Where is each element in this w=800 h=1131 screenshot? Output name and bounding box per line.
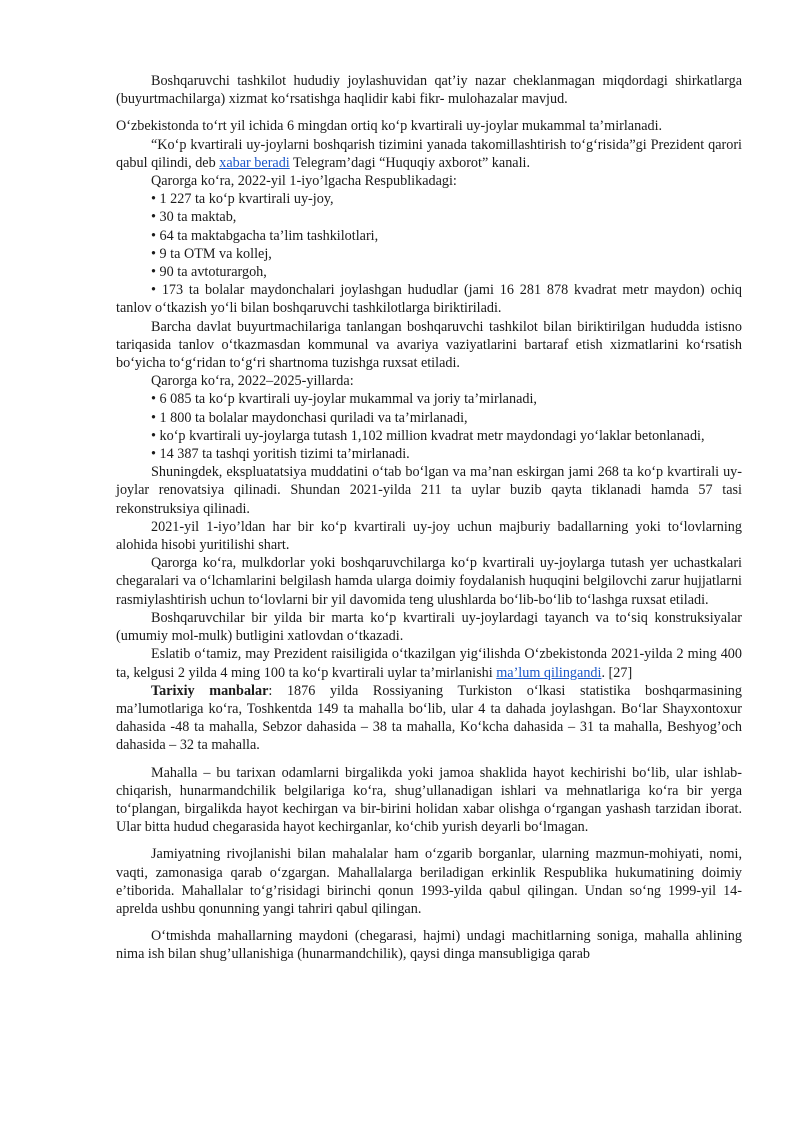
paragraph: Boshqaruvchilar bir yilda bir marta ko‘p kvartirali uy-joylardagi tayanch va to‘siq konstruksiyalar (umumiy mol-mulk) butligini xatlovdan o‘tkazadi.	[116, 609, 742, 645]
paragraph-text: . [27]	[601, 664, 633, 681]
paragraph: Boshqaruvchi tashkilot hududiy joylashuvidan qat’iy nazar cheklanmagan miqdordagi shirkatlarga (buyurtmachilarga) xizmat ko‘rsatishga haqlidir kabi fikr- mulohazalar mavjud.	[116, 73, 742, 108]
paragraph: Shuningdek, ekspluatatsiya muddatini o‘tab bo‘lgan va ma’nan eskirgan jami 268 ta ko‘p kvartirali uy-joylar renovatsiya qilinadi. Shundan 2021-yilda 211 ta uylar buzib qayta tiklanadi hamda 57 tasi rekonstruksiya qilinadi.	[116, 464, 742, 517]
source-link[interactable]: ma’lum qilingandi	[496, 664, 602, 681]
list-item: • 1 800 ta bolalar maydonchasi quriladi va ta’mirlanadi,	[116, 409, 742, 427]
list-item: • 30 ta maktab,	[116, 208, 742, 226]
list-item: • 9 ta OTM va kollej,	[116, 245, 742, 263]
paragraph	[116, 136, 742, 172]
paragraph: Qarorga ko‘ra, 2022–2025-yillarda:	[151, 373, 354, 390]
paragraph-text: Telegram’dagi “Huquqiy axborot” kanali.	[289, 154, 531, 171]
paragraph	[116, 645, 742, 681]
paragraph: Jamiyatning rivojlanishi bilan mahalalar ham o‘zgarib borganlar, ularning mazmun-mohiyati, nomi, vaqti, zamonasiga qarab o‘zgargan. Mahallalarga beriladigan erkinlik Respublika hukumatining doimiy e’tiborida. Mahallalar to‘g’risidagi birinchi qonun 1993-yilda qabul qilingan. Undan so‘ng 1999-yil 14- aprelda ushbu qonunning yangi tahriri qabul qilingan.	[116, 846, 742, 917]
paragraph	[116, 682, 742, 755]
list-item: • 173 ta bolalar maydonchalari joylashgan hududlar (jami 16 281 878 kvadrat metr maydon) ochiq tanlov o‘tkazish yo‘li bilan boshqaruvchi tashkilotlarga biriktiriladi.	[116, 281, 742, 317]
list-item: • ko‘p kvartirali uy-joylarga tutash 1,102 million kvadrat metr maydondagi yo‘laklar betonlanadi,	[116, 427, 742, 445]
paragraph: O‘tmishda mahallarning maydoni (chegarasi, hajmi) undagi machitlarning soniga, mahalla ahlining nima ish bilan shug’ullanishiga (hunarmandchilik), qaysi dinga mansubligiga qarab	[116, 928, 742, 963]
paragraph: Qarorga ko‘ra, 2022-yil 1-iyo’lgacha Respublikadagi:	[151, 173, 457, 190]
paragraph: O‘zbekistonda to‘rt yil ichida 6 mingdan ortiq ko‘p kvartirali uy-joylar mukammal ta’mirlanadi.	[116, 118, 663, 135]
list-item: • 14 387 ta tashqi yoritish tizimi ta’mirlanadi.	[116, 445, 742, 463]
paragraph-text: “Ko‘p kvartirali uy-joylarni boshqarish tizimini yanada takomillashtirish to‘g‘risida”gi Prezident qarori qabul qilindi, deb	[116, 136, 742, 171]
source-link[interactable]: xabar beradi	[219, 154, 290, 171]
paragraph: Mahalla – bu tarixan odamlarni birgalikda yoki jamoa shaklida hayot kechirishi bo‘lib, ular ishlab-chiqarish, hunarmandchilik belgilariga ko‘ra, shug’ullanadigan ishlari va mehnatlariga ko‘ra bir yerga to‘plangan, birgalikda hayot kechirgan va bir-birini holidan xabar olishga o‘rgangan yashash tarzidan iborat. Ular bitta hudud chegarasida hayot kechirganlar, ko‘chib yurish deyarli bo‘lmagan.	[116, 764, 742, 836]
paragraph: Qarorga ko‘ra, mulkdorlar yoki boshqaruvchilarga ko‘p kvartirali uy-joylarga tutash yer uchastkalari chegaralari va o‘lchamlarini belgilash hamda ularga doimiy foydalanish huquqini belgilovchi zarur hujjatlarni rasmiylashtirish uchun to‘lovlarni bir yil davomida teng ulushlarda bo‘lib-bo‘lib to‘lashga ruxsat etiladi.	[116, 555, 742, 608]
list-item: • 90 ta avtoturargoh,	[116, 263, 742, 281]
section-heading: Tarixiy manbalar	[151, 682, 269, 699]
list-item: • 64 ta maktabgacha ta’lim tashkilotlari,	[116, 227, 742, 245]
list-item: • 1 227 ta ko‘p kvartirali uy-joy,	[116, 190, 742, 208]
paragraph: 2021-yil 1-iyo’ldan har bir ko‘p kvartirali uy-joy uchun majburiy badallarning yoki to‘lovlarning alohida hisobi yuritilishi shart.	[116, 518, 742, 554]
list-item: • 6 085 ta ko‘p kvartirali uy-joylar mukammal va joriy ta’mirlanadi,	[116, 390, 742, 408]
paragraph-text: : 1876 yilda Rossiyaning Turkiston o‘lkasi statistika boshqarmasining ma’lumotlariga ko‘ra, Toshkentda 149 ta mahalla bo‘lib, ular 4 ta dahada joylashgan. Bo‘lar Shayxontoxur dahasida -48 ta mahalla, Sebzor dahasida – 38 ta mahalla, Ko‘kcha dahasida – 31 ta mahalla, Beshyog’och dahasida – 32 ta mahalla.	[116, 682, 742, 754]
paragraph-text: Eslatib o‘tamiz, may Prezident raisiligida o‘tkazilgan yig‘ilishda O‘zbekistonda 2021-yilda 2 ming 400 ta, kelgusi 2 yilda 4 ming 100 ta ko‘p kvartirali uylar ta’mirlanishi	[116, 646, 742, 681]
paragraph: Barcha davlat buyurtmachilariga tanlangan boshqaruvchi tashkilot bilan biriktirilgan hududda istisno tariqasida tanlov o‘tkazmasdan kommunal va avariya vaziyatlarini bartaraf etish xizmatlarini ko‘rsatish bo‘yicha to‘g‘ridan to‘g‘ri shartnoma tuzishga ruxsat etiladi.	[116, 318, 742, 372]
document-page	[116, 72, 742, 964]
